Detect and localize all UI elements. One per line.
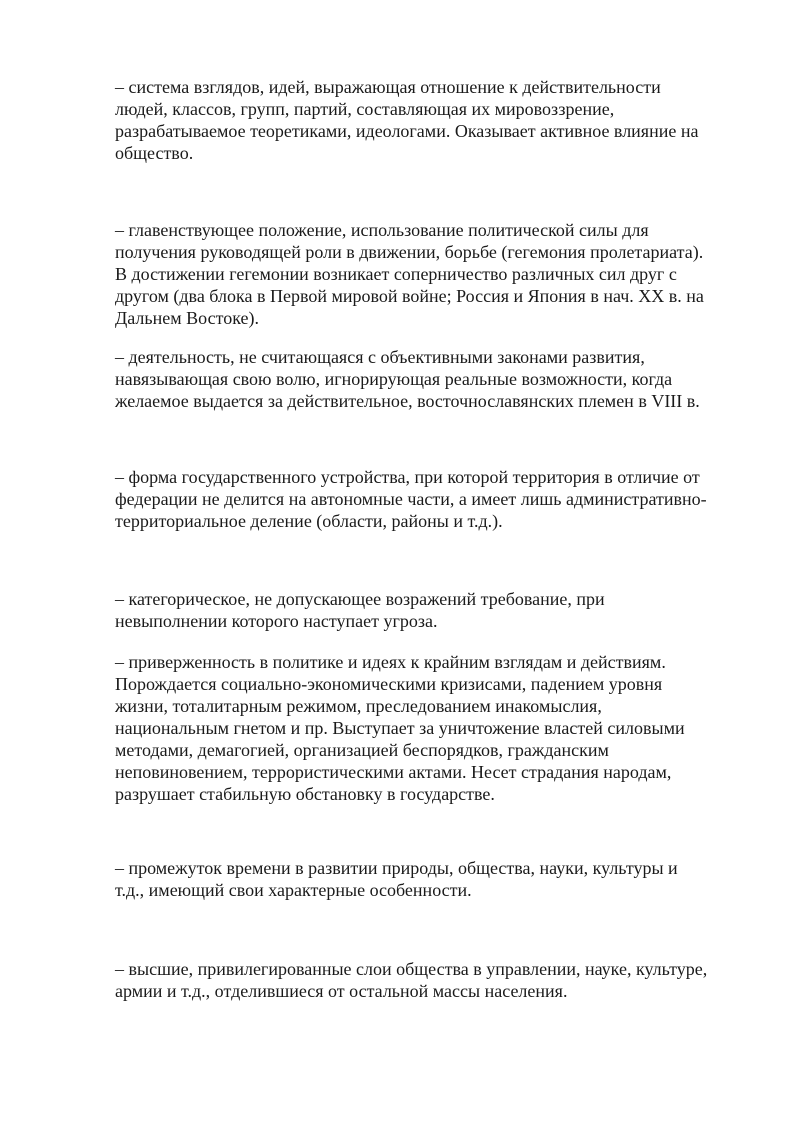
- text-line: В достижении гегемонии возникает соперничество различных сил друг с: [115, 264, 677, 284]
- text-line: получения руководящей роли в движении, борьбе (гегемония пролетариата).: [115, 242, 704, 262]
- text-line: – приверженность в политике и идеях к крайним взглядам и действиям.: [115, 652, 666, 672]
- text-line: разрабатываемое теоретиками, идеологами. Оказывает активное влияние на: [115, 121, 699, 141]
- text-line: национальным гнетом и пр. Выступает за уничтожение властей силовыми: [115, 718, 685, 738]
- text-line: – форма государственного устройства, при которой территория в отличие от: [115, 467, 700, 487]
- text-line: – главенствующее положение, использование политической силы для: [115, 220, 649, 240]
- text-line: Дальнем Востоке).: [115, 308, 259, 328]
- definition-unitary-state: [115, 466, 755, 532]
- text-line: неповиновением, террористическими актами. Несет страдания народам,: [115, 762, 672, 782]
- definition-hegemony: [115, 219, 755, 329]
- text-line: – высшие, привилегированные слои общества в управлении, науке, культуре,: [115, 959, 708, 979]
- text-line: навязывающая свою волю, игнорирующая реальные возможности, когда: [115, 369, 673, 389]
- text-line: невыполнении которого наступает угроза.: [115, 611, 438, 631]
- text-line: – система взглядов, идей, выражающая отношение к действительности: [115, 77, 661, 97]
- definition-ideology: [115, 76, 755, 164]
- text-line: армии и т.д., отделившиеся от остальной массы населения.: [115, 981, 568, 1001]
- text-line: разрушает стабильную обстановку в государстве.: [115, 784, 495, 804]
- definition-voluntarism: [115, 346, 755, 412]
- definition-elite: [115, 958, 755, 1002]
- text-line: желаемое выдается за действительное, восточнославянских племен в VIII в.: [115, 391, 700, 411]
- definition-extremism: [115, 651, 755, 805]
- text-line: людей, классов, групп, партий, составляющая их мировоззрение,: [115, 99, 615, 119]
- text-line: Порождается социально-экономическими кризисами, падением уровня: [115, 674, 663, 694]
- text-line: федерации не делится на автономные части, а имеет лишь административно-: [115, 489, 707, 509]
- text-line: т.д., имеющий свои характерные особенности.: [115, 880, 472, 900]
- text-line: жизни, тоталитарным режимом, преследованием инакомыслия,: [115, 696, 602, 716]
- text-line: другом (два блока в Первой мировой войне; Россия и Япония в нач. XX в. на: [115, 286, 704, 306]
- text-line: территориальное деление (области, районы и т.д.).: [115, 511, 503, 531]
- definition-ultimatum: [115, 588, 755, 632]
- text-line: – категорическое, не допускающее возражений требование, при: [115, 589, 605, 609]
- text-line: – деятельность, не считающаяся с объективными законами развития,: [115, 347, 645, 367]
- text-line: – промежуток времени в развитии природы, общества, науки, культуры и: [115, 858, 678, 878]
- text-line: общество.: [115, 143, 194, 163]
- text-line: методами, демагогией, организацией беспорядков, гражданским: [115, 740, 609, 760]
- definition-epoch: [115, 857, 755, 901]
